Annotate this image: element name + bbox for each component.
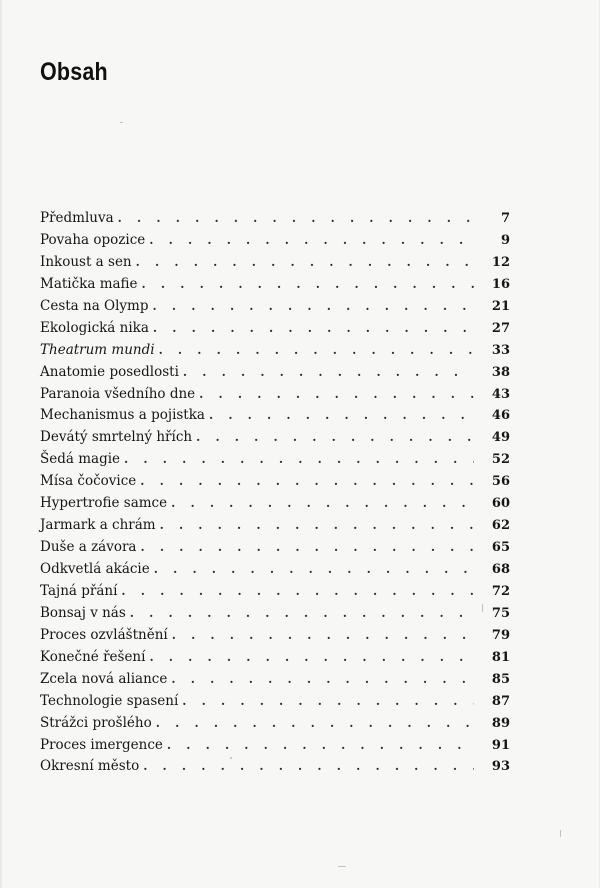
toc-entry-title: Odkvetlá akácie	[40, 561, 150, 577]
toc-entry-title: Mísa čočovice	[40, 473, 137, 490]
toc-entry-page-number: 68	[491, 562, 510, 577]
dot-leader	[199, 384, 474, 406]
toc-entry	[40, 449, 510, 471]
toc-entry-page-number: 27	[491, 320, 510, 336]
dot-leader	[153, 318, 474, 340]
toc-entry-title: Duše a závora	[40, 539, 137, 556]
toc-entry-page-number: 49	[491, 430, 510, 446]
dot-leader	[171, 669, 474, 691]
dot-leader	[156, 713, 474, 735]
toc-entry	[40, 384, 510, 406]
toc-entry-page-number: 12	[491, 254, 510, 270]
toc-entry-page-number: 56	[491, 474, 510, 490]
toc-entry-page-number: 21	[491, 298, 510, 314]
toc-entry	[40, 515, 510, 537]
dot-leader	[159, 340, 474, 362]
toc-entry-title: Předmluva	[40, 210, 114, 226]
toc-entry-page-number: 79	[491, 627, 510, 643]
dot-leader	[140, 537, 474, 559]
toc-entry-page-number: 46	[491, 408, 510, 424]
dot-leader	[154, 559, 474, 581]
toc-entry-title: Šedá magie	[40, 451, 121, 468]
toc-entry-title: Anatomie posedlosti	[40, 363, 179, 380]
toc-entry	[40, 362, 510, 384]
toc-entry-title: Konečné řešení	[40, 648, 146, 665]
paper-speck	[560, 830, 561, 837]
toc-entry-title: Matička mafie	[40, 275, 138, 292]
dot-leader	[172, 625, 474, 647]
dot-leader	[142, 274, 474, 296]
toc-entry-page-number: 43	[491, 386, 510, 402]
toc-entry-page-number: 7	[500, 211, 510, 226]
toc-entry	[40, 340, 510, 362]
toc-entry-page-number: 81	[491, 649, 510, 665]
toc-entry-title: Strážci prošlého	[40, 714, 152, 731]
dot-leader	[160, 515, 474, 537]
dot-leader	[136, 252, 474, 274]
toc-entry-page-number: 62	[491, 518, 510, 534]
dot-leader	[149, 230, 474, 252]
toc-entry-title: Tajná přání	[40, 582, 118, 599]
toc-entry-title: Zcela nová aliance	[40, 670, 168, 687]
dot-leader	[171, 493, 474, 515]
toc-entry-title: Hypertrofie samce	[40, 495, 168, 512]
toc-entry-page-number: 75	[491, 605, 510, 621]
toc-entry-title: Proces ozvláštnění	[40, 626, 168, 643]
dot-leader	[143, 756, 474, 778]
dot-leader	[153, 296, 474, 318]
toc-entry	[40, 318, 510, 340]
toc-entry-title: Theatrum mundi	[40, 341, 155, 358]
toc-entry-title: Bonsaj v nás	[40, 604, 126, 621]
toc-entry	[40, 493, 510, 515]
dot-leader	[140, 471, 474, 493]
toc-entry-title: Inkoust a sen	[40, 253, 132, 270]
toc-entry	[40, 537, 510, 559]
toc-entry-page-number: 85	[491, 671, 510, 687]
dot-leader	[209, 405, 474, 427]
toc-entry	[40, 581, 510, 603]
dot-leader	[182, 691, 474, 713]
toc-entry-title: Jarmark a chrám	[40, 517, 156, 534]
dot-leader	[130, 603, 474, 625]
page-title: Obsah	[40, 58, 108, 86]
toc-entry-page-number: 91	[491, 737, 510, 753]
toc-entry	[40, 625, 510, 647]
toc-entry-title: Povaha opozice	[40, 231, 146, 248]
toc-entry-title: Mechanismus a pojistka	[40, 407, 205, 424]
toc-entry-page-number: 9	[500, 232, 510, 248]
dot-leader	[149, 647, 474, 669]
toc-entry-page-number: 60	[491, 496, 510, 512]
toc-entry	[40, 735, 510, 757]
toc-entry-page-number: 52	[491, 452, 510, 468]
dot-leader	[121, 581, 474, 603]
toc-entry	[40, 296, 510, 318]
paper-speck	[120, 122, 123, 123]
dot-leader	[183, 362, 474, 384]
dot-leader	[167, 735, 474, 757]
toc-entry	[40, 274, 510, 296]
toc-entry-page-number: 93	[491, 759, 510, 775]
toc-entry-page-number: 38	[491, 364, 510, 380]
toc-entry-page-number: 87	[491, 693, 510, 709]
toc-entry	[40, 669, 510, 691]
toc-entry-title: Devátý smrtelný hřích	[40, 429, 193, 446]
paper-speck	[230, 757, 232, 759]
toc-entry-page-number: 16	[491, 276, 510, 292]
toc-entry-title: Okresní město	[40, 758, 140, 775]
toc-entry-title: Paranoia všedního dne	[40, 385, 196, 402]
toc-entry	[40, 405, 510, 427]
paper-speck	[338, 866, 346, 867]
toc-entry-page-number: 65	[491, 540, 510, 556]
toc-entry-title: Cesta na Olymp	[40, 297, 149, 314]
toc-entry	[40, 603, 510, 625]
toc-entry	[40, 756, 510, 778]
toc-entry	[40, 230, 510, 252]
table-of-contents	[40, 208, 510, 778]
toc-entry	[40, 427, 510, 449]
toc-entry	[40, 647, 510, 669]
toc-entry-page-number: 33	[491, 342, 510, 358]
toc-entry	[40, 252, 510, 274]
toc-entry	[40, 713, 510, 735]
paper-speck	[482, 604, 483, 612]
toc-entry-title: Ekologická nika	[40, 319, 149, 336]
dot-leader	[196, 427, 474, 449]
toc-entry	[40, 208, 510, 230]
toc-entry	[40, 471, 510, 493]
toc-entry-title: Proces imergence	[40, 736, 163, 753]
toc-entry-page-number: 89	[491, 715, 510, 731]
dot-leader	[124, 449, 474, 471]
toc-entry	[40, 691, 510, 713]
dot-leader	[118, 208, 474, 230]
toc-entry-title: Technologie spasení	[40, 692, 179, 709]
toc-entry-page-number: 72	[491, 583, 510, 599]
toc-entry	[40, 559, 510, 581]
